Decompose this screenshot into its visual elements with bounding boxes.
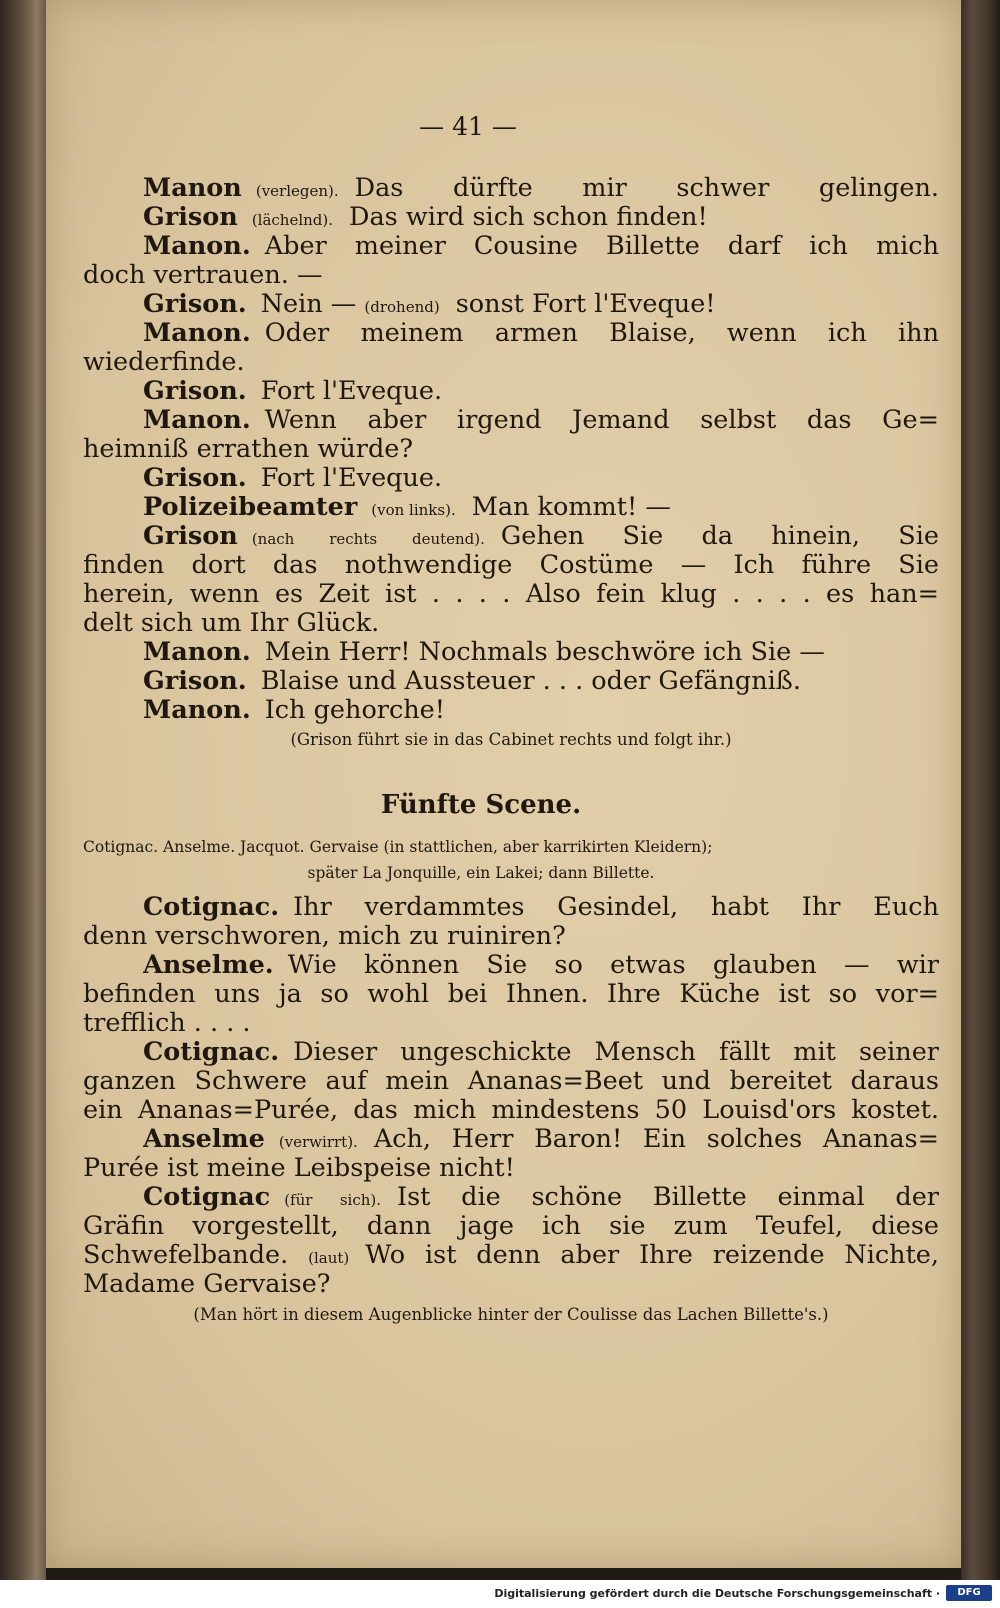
text-line: heimniß errathen würde?: [83, 434, 414, 464]
text-line: ganzen Schwere auf mein Ananas=Beet und bereitet daraus: [83, 1066, 939, 1096]
text-line: doch vertrauen. —: [83, 260, 323, 290]
text-line: Cotignac. Ihr verdammtes Gesindel, habt Ihr Euch: [143, 892, 939, 922]
text-line: Anselme (verwirrt). Ach, Herr Baron! Ein solches Ananas=: [143, 1124, 939, 1154]
left-page-edge: [0, 0, 46, 1580]
dfg-logo: DFG: [946, 1585, 992, 1601]
cast-list: Cotignac. Anselme. Jacquot. Gervaise (in stattlichen, aber karrikirten Kleidern);: [83, 838, 713, 856]
text-line: Purée ist meine Leibspeise nicht!: [83, 1153, 515, 1183]
text-line: Grison. Blaise und Aussteuer . . . oder Gefängniß.: [143, 666, 801, 696]
text-line: Manon. Aber meiner Cousine Billette darf ich mich: [143, 231, 939, 261]
right-book-edge: [961, 0, 1000, 1580]
text-line: wiederfinde.: [83, 347, 245, 377]
digitization-footer: [0, 1580, 1000, 1608]
text-line: Manon. Ich gehorche!: [143, 695, 446, 725]
text-line: Grison (lächelnd). Das wird sich schon finden!: [143, 202, 708, 232]
text-line: denn verschworen, mich zu ruiniren?: [83, 921, 566, 951]
text-line: delt sich um Ihr Glück.: [83, 608, 380, 638]
stage-direction: (Grison führt sie in das Cabinet rechts und folgt ihr.): [290, 730, 732, 749]
text-line: Grison. Fort l'Eveque.: [143, 463, 443, 493]
text-line: Polizeibeamter (von links). Man kommt! —: [143, 492, 671, 522]
text-line: Manon. Oder meinem armen Blaise, wenn ich ihn: [143, 318, 939, 348]
text-line: herein, wenn es Zeit ist . . . . Also fein klug . . . . es han=: [83, 579, 939, 609]
text-line: Manon. Wenn aber irgend Jemand selbst das Ge=: [143, 405, 939, 435]
text-line: Anselme. Wie können Sie so etwas glauben — wir: [143, 950, 939, 980]
text-line: Manon (verlegen). Das dürfte mir schwer gelingen.: [143, 173, 939, 203]
funding-note: Digitalisierung gefördert durch die Deutsche Forschungsgemeinschaft ·: [494, 1587, 940, 1600]
text-line: Manon. Mein Herr! Nochmals beschwöre ich Sie —: [143, 637, 825, 667]
text-line: Grison. Nein — (drohend) sonst Fort l'Eveque!: [143, 289, 716, 319]
text-line: Cotignac (für sich). Ist die schöne Billette einmal der: [143, 1182, 939, 1212]
scene-heading: Fünfte Scene.: [380, 790, 582, 820]
book-page: [46, 0, 961, 1568]
text-line: Gräfin vorgestellt, dann jage ich sie zum Teufel, diese: [83, 1211, 939, 1241]
text-line: Grison. Fort l'Eveque.: [143, 376, 443, 406]
text-line: befinden uns ja so wohl bei Ihnen. Ihre Küche ist so vor=: [83, 979, 939, 1009]
text-line: Cotignac. Dieser ungeschickte Mensch fällt mit seiner: [143, 1037, 939, 1067]
text-line: Madame Gervaise?: [83, 1269, 331, 1299]
text-line: Grison (nach rechts deutend). Gehen Sie da hinein, Sie: [143, 521, 939, 551]
cast-list: später La Jonquille, ein Lakei; dann Billette.: [307, 864, 655, 882]
text-line: ein Ananas=Purée, das mich mindestens 50 Louisd'ors kostet.: [83, 1095, 939, 1125]
stage-direction: (Man hört in diesem Augenblicke hinter der Coulisse das Lachen Billette's.): [193, 1305, 829, 1324]
text-line: finden dort das nothwendige Costüme — Ich führe Sie: [83, 550, 939, 580]
text-line: Schwefelbande. (laut) Wo ist denn aber Ihre reizende Nichte,: [83, 1240, 939, 1270]
page-number: — 41 —: [419, 112, 517, 141]
text-line: trefflich . . . .: [83, 1008, 251, 1038]
